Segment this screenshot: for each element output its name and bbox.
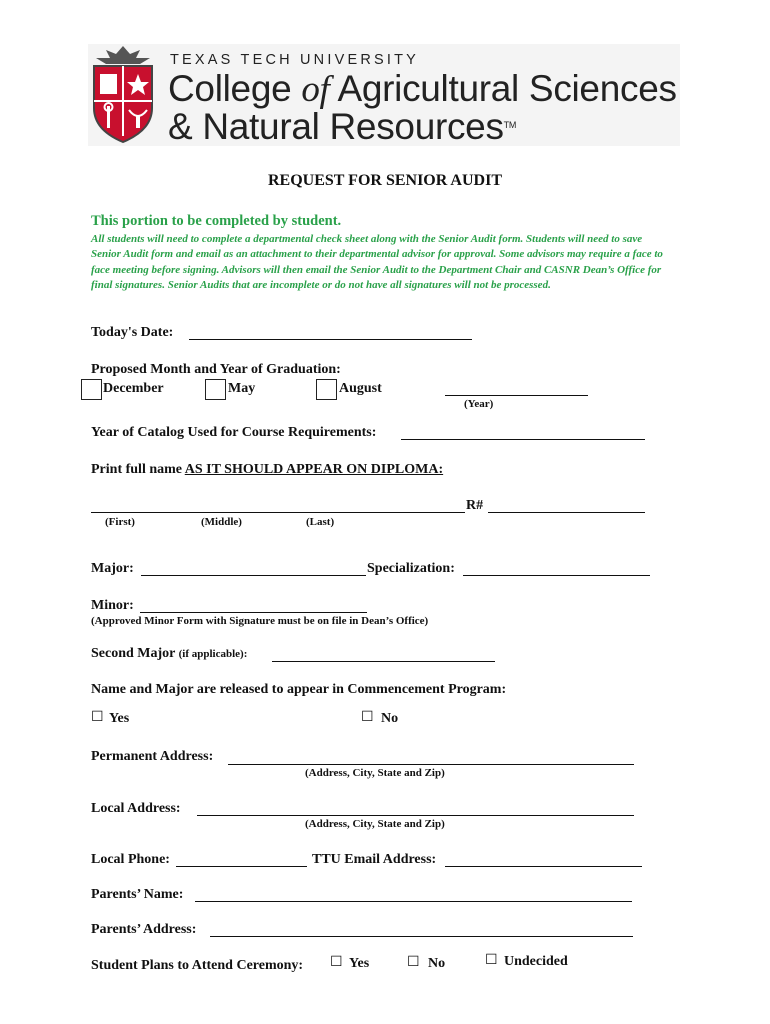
ceremony-undecided-label: Undecided [504,954,568,969]
permanent-address-label: Permanent Address: [91,749,214,764]
permanent-address-hint: (Address, City, State and Zip) [305,767,445,779]
permanent-address-field[interactable] [228,750,634,765]
parents-address-field[interactable] [210,922,633,937]
release-yes-label: Yes [109,711,130,726]
ceremony-no-checkbox-icon[interactable]: ☐ [407,955,420,970]
december-option-label: December [103,381,164,396]
december-checkbox[interactable] [81,379,102,400]
specialization-label: Specialization: [367,561,455,576]
ceremony-yes-checkbox-icon[interactable]: ☐ [330,955,343,970]
middle-name-hint: (Middle) [201,516,242,528]
minor-label: Minor: [91,598,134,613]
ceremony-question: Student Plans to Attend Ceremony: [91,958,304,973]
instructions-paragraph: All students will need to complete a departmental check sheet along with the Senior Audit form. Students will need to save Senior Audit form and email as an attachment to their departmental advisor for approval. Some advisors may require a face to face meeting before signing. Advisors will then email the Senior Audit to the Department Chair and CASNR Dean’s Office for final signatures. Senior Audits that are incomplete or do not have all signatures will not be processed. [91,233,663,291]
catalog-year-field[interactable] [401,425,645,440]
todays-date-field[interactable] [189,325,472,340]
local-address-hint: (Address, City, State and Zip) [305,818,445,830]
minor-note: (Approved Minor Form with Signature must be on file in Dean’s Office) [91,615,429,627]
august-checkbox[interactable] [316,379,337,400]
may-option-label: May [228,381,256,396]
august-option-label: August [339,381,382,396]
last-name-hint: (Last) [306,516,335,528]
major-label: Major: [91,561,134,576]
todays-date-label: Today's Date: [91,325,174,340]
ceremony-undecided-checkbox-icon[interactable]: ☐ [485,953,498,968]
ttu-shield-logo-icon [90,44,156,144]
college-name-line1: College of Agricultural Sciences [168,68,677,110]
local-address-label: Local Address: [91,801,181,816]
release-yes-checkbox-icon[interactable]: ☐ [91,710,104,725]
ttu-email-label: TTU Email Address: [312,852,437,867]
ceremony-yes-label: Yes [349,956,370,971]
release-no-checkbox-icon[interactable]: ☐ [361,710,374,725]
graduation-label: Proposed Month and Year of Graduation: [91,362,341,377]
college-name-line2: & Natural Resources™ [168,106,517,147]
first-name-hint: (First) [105,516,135,528]
student-section-heading: This portion to be completed by student. [91,213,342,229]
graduation-year-field[interactable] [445,381,588,396]
minor-field[interactable] [140,598,367,613]
major-field[interactable] [141,561,366,576]
catalog-year-label: Year of Catalog Used for Course Requirements: [91,425,377,440]
release-no-label: No [381,711,399,726]
university-name: TEXAS TECH UNIVERSITY [170,52,420,68]
local-address-field[interactable] [197,801,634,816]
full-name-field[interactable] [91,498,465,513]
r-number-field[interactable] [488,498,645,513]
ceremony-no-label: No [428,956,446,971]
second-major-field[interactable] [272,647,495,662]
may-checkbox[interactable] [205,379,226,400]
local-phone-field[interactable] [176,852,307,867]
parents-address-label: Parents’ Address: [91,922,197,937]
form-title: REQUEST FOR SENIOR AUDIT [268,172,502,189]
local-phone-label: Local Phone: [91,852,170,867]
r-number-label: R# [466,498,484,513]
parents-name-label: Parents’ Name: [91,887,184,902]
second-major-label: Second Major (if applicable): [91,646,248,661]
release-question: Name and Major are released to appear in Commencement Program: [91,682,507,697]
parents-name-field[interactable] [195,887,632,902]
specialization-field[interactable] [463,561,650,576]
ttu-email-field[interactable] [445,852,642,867]
year-hint: (Year) [464,398,494,410]
print-name-label: Print full name AS IT SHOULD APPEAR ON DIPLOMA: [91,462,444,477]
